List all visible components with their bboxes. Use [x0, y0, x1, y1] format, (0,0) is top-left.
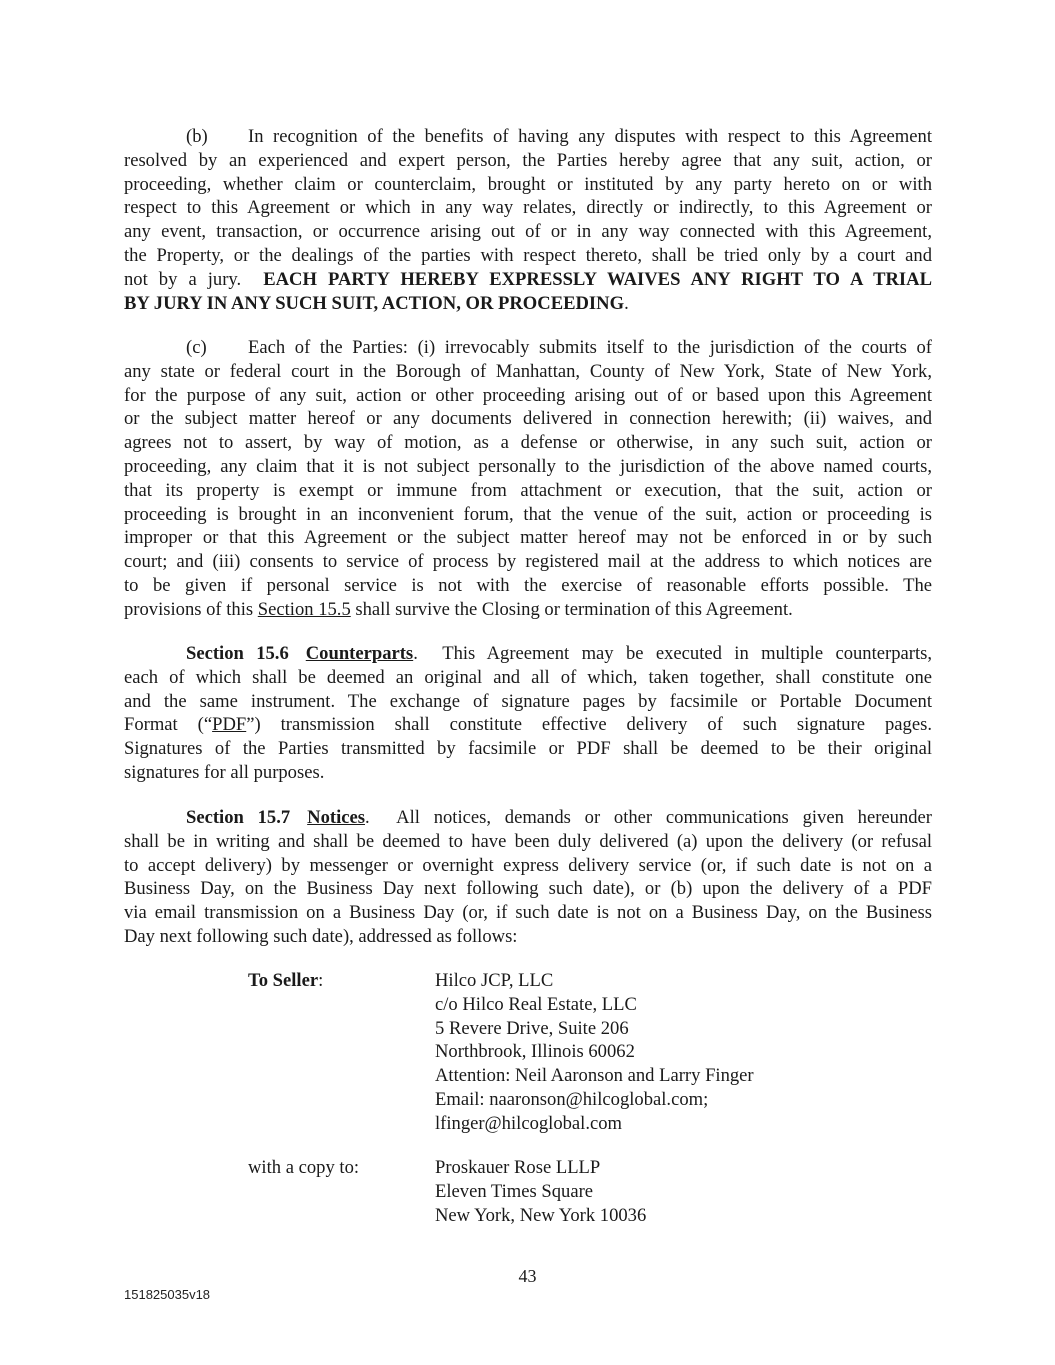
paragraph-c: [124, 336, 932, 622]
section-15-6-number: Section 15.6: [186, 643, 289, 664]
paragraph-c-line: agrees not to assert, by way of motion, as a defense or otherwise, in any such suit, action or: [124, 432, 932, 454]
section-15-6-last-line: signatures for all purposes.: [124, 761, 325, 783]
paragraph-b-label: (b): [186, 126, 208, 147]
paragraph-c-line: to be given if personal service is not with the exercise of reasonable efforts possible. The: [124, 574, 932, 596]
jury-waiver-text: EACH PARTY HEREBY EXPRESSLY WAIVES ANY RIGHT TO A TRIAL: [263, 268, 932, 290]
copy-street: Eleven Times Square: [435, 1180, 594, 1202]
paragraph-b-line-4: respect to this Agreement or which in any way relates, directly or indirectly, to this Agreement or: [124, 197, 932, 219]
pdf-defined-term: PDF: [212, 714, 247, 736]
section-15-6-title: Counterparts: [305, 643, 414, 664]
section-15-7-last-line: Day next following such date), addressed as follows:: [124, 925, 518, 947]
paragraph-b-line-3: proceeding, whether claim or counterclaim, brought or instituted by any party hereto on or with: [124, 173, 932, 195]
seller-email-2: lfinger@hilcoglobal.com: [435, 1112, 622, 1134]
paragraph-c-line: court; and (iii) consents to service of process by registered mail at the address to which notices are: [124, 551, 932, 573]
seller-care-of: c/o Hilco Real Estate, LLC: [435, 993, 637, 1015]
paragraph-c-last-line: provisions of this Section 15.5 shall survive the Closing or termination of this Agreement.: [124, 598, 793, 620]
paragraph-b-line-6: the Property, or the dealings of the parties with respect thereto, shall be tried only by a court and: [124, 244, 932, 266]
paragraph-c-line: for the purpose of any suit, action or other proceeding arising out of or based upon this Agreement: [124, 384, 932, 406]
section-15-5-reference: Section 15.5: [257, 598, 351, 620]
section-15-7-title: Notices: [307, 807, 365, 828]
copy-city: New York, New York 10036: [435, 1204, 647, 1226]
seller-street: 5 Revere Drive, Suite 206: [435, 1017, 629, 1039]
section-15-6-line-1: Section 15.6 Counterparts. This Agreement may be executed in multiple counterparts,: [186, 643, 932, 664]
section-15-7: [124, 806, 932, 949]
seller-attention: Attention: Neil Aaronson and Larry Finger: [435, 1065, 754, 1087]
seller-name: Hilco JCP, LLC: [435, 970, 554, 991]
paragraph-c-line: proceeding is brought in an inconvenient forum, that the venue of the suit, action or proceeding is: [124, 503, 932, 525]
section-15-6: [124, 642, 932, 785]
paragraph-c-line: or the subject matter hereof or any documents delivered in connection herewith; (ii) waives, and: [124, 408, 932, 430]
seller-address: [435, 969, 754, 1136]
page-number: 43: [518, 1266, 537, 1286]
section-15-6-line: each of which shall be deemed an original and all of which, taken together, shall constitute one: [124, 666, 932, 688]
jury-waiver-text-cont: BY JURY IN ANY SUCH SUIT, ACTION, OR PROCEEDING: [124, 292, 625, 314]
to-seller-label: To Seller:: [248, 970, 324, 991]
paragraph-b-line-1: (b) In recognition of the benefits of having any disputes with respect to this Agreement: [186, 126, 932, 147]
copy-firm-name: Proskauer Rose LLLP: [435, 1157, 601, 1178]
section-15-7-line: shall be in writing and shall be deemed to have been duly delivered (a) upon the delivery (or refusal: [124, 830, 932, 852]
section-15-6-line: and the same instrument. The exchange of signature pages by facsimile or Portable Document: [124, 690, 932, 712]
paragraph-c-line: any state or federal court in the Borough of Manhattan, County of New York, State of New York,: [124, 360, 932, 382]
paragraph-c-line-1: (c) Each of the Parties: (i) irrevocably submits itself to the jurisdiction of the courts of: [186, 337, 932, 358]
seller-city: Northbrook, Illinois 60062: [435, 1041, 635, 1063]
paragraph-c-line: that its property is exempt or immune from attachment or execution, that the suit, action or: [124, 479, 932, 501]
paragraph-b: [124, 125, 932, 315]
paragraph-c-line: proceeding, any claim that it is not subject personally to the jurisdiction of the above named courts,: [124, 455, 932, 477]
section-15-7-number: Section 15.7: [186, 807, 291, 828]
section-15-7-line: Business Day, on the Business Day next following such date), or (b) upon the delivery of a PDF: [124, 878, 932, 900]
section-15-7-line: to accept delivery) by messenger or overnight express delivery service (or, if such date is not on a: [124, 854, 932, 876]
copy-address: [435, 1156, 646, 1227]
paragraph-b-line-5: any event, transaction, or occurrence arising out of or in any way connected with this Agreement,: [124, 221, 932, 243]
seller-email: Email: naaronson@hilcoglobal.com;: [435, 1088, 709, 1110]
document-id: 151825035v18: [124, 1287, 211, 1302]
section-15-6-line-4: Format (“PDF”) transmission shall constitute effective delivery of such signature pages.: [124, 714, 932, 736]
section-15-7-line: via email transmission on a Business Day (or, if such date is not on a Business Day, on the Business: [124, 902, 932, 924]
paragraph-c-line: improper or that this Agreement or the subject matter hereof may not be enforced in or by such: [124, 527, 932, 549]
section-15-7-line-1: Section 15.7 Notices. All notices, demands or other communications given hereunder: [186, 807, 932, 828]
section-15-6-line: Signatures of the Parties transmitted by facsimile or PDF shall be deemed to be their original: [124, 738, 932, 760]
paragraph-c-label: (c): [186, 337, 207, 358]
paragraph-b-line-2: resolved by an experienced and expert person, the Parties hereby agree that any suit, action, or: [124, 149, 932, 171]
paragraph-b-line-7: not by a jury. EACH PARTY HEREBY EXPRESSLY WAIVES ANY RIGHT TO A TRIAL: [124, 268, 932, 290]
copy-to-label: with a copy to:: [248, 1157, 360, 1178]
paragraph-b-line-8: BY JURY IN ANY SUCH SUIT, ACTION, OR PROCEEDING.: [124, 292, 629, 314]
